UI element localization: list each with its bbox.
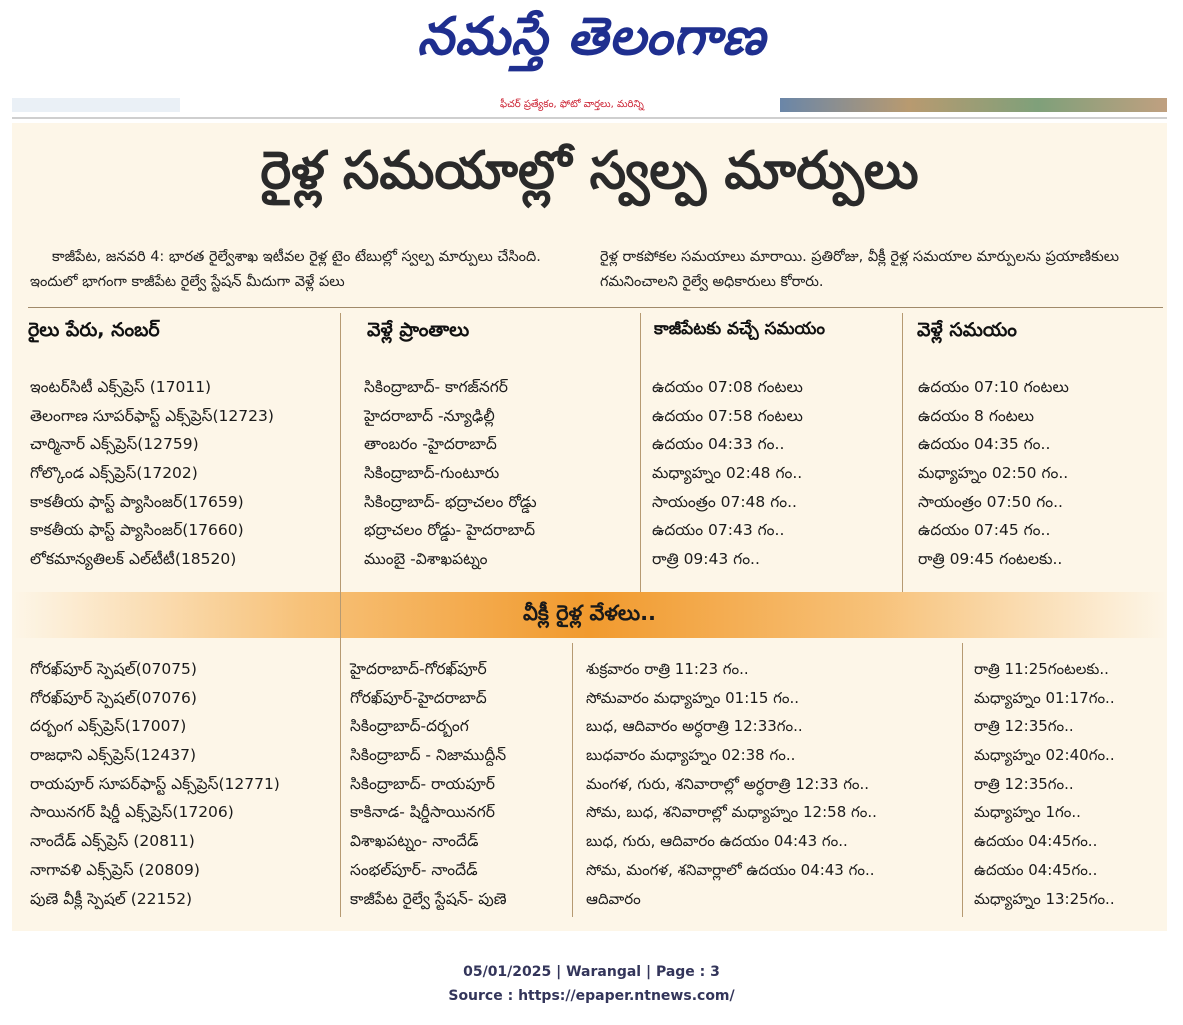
table-cell: భద్రాచలం రోడ్డు- హైదరాబాద్ — [364, 521, 536, 540]
table-cell: సోమవారం మధ్యాహ్నం 01:15 గం.. — [586, 688, 800, 707]
table-cell: ఉదయం 04:35 గం.. — [918, 435, 1051, 454]
table-cell: ఉదయం 04:33 గం.. — [652, 435, 785, 454]
weekly-section-band — [12, 592, 1167, 638]
table-cell: సికింద్రాబాద్ - నిజాముద్దీన్ — [350, 746, 507, 765]
footer-date-edition: 05/01/2025 | Warangal | Page : 3 — [463, 964, 720, 980]
table-cell: రాత్రి 12:35గం.. — [974, 717, 1074, 736]
table-cell: ఉదయం 07:08 గంటలు — [652, 378, 803, 396]
table-cell: శుక్రవారం రాత్రి 11:23 గం.. — [586, 660, 749, 678]
weekly-departures — [974, 655, 1115, 913]
table-cell: గోరఖ్‌పూర్-హైదరాబాద్ — [350, 688, 487, 707]
column-divider — [640, 313, 641, 593]
table-cell: రాత్రి 09:43 గం.. — [652, 550, 760, 569]
table-cell: కాకినాడ- షిర్డీసాయినగర్ — [350, 803, 495, 822]
table-cell: సికింద్రాబాద్- కాగజ్‌నగర్ — [364, 378, 508, 396]
table-cell: ఉదయం 8 గంటలు — [918, 406, 1035, 425]
table-cell: సికింద్రాబాద్-దర్బంగ — [350, 717, 469, 736]
article-headline: రైళ్ల సమయాల్లో స్వల్ప మార్పులు — [260, 141, 919, 201]
header-divider — [28, 307, 1163, 308]
table-cell: రాజధాని ఎక్స్‌ప్రెస్(12437) — [30, 746, 197, 765]
weekly-arrivals — [586, 655, 877, 913]
column-header-arrival: కాజీపేటకు వచ్చే సమయం — [654, 319, 825, 339]
table-cell: ఉదయం 07:10 గంటలు — [918, 378, 1069, 396]
table-cell: బుధవారం మధ్యాహ్నం 02:38 గం.. — [586, 746, 796, 765]
table-cell: మధ్యాహ్నం 13:25గం.. — [974, 889, 1115, 908]
table-cell: సికింద్రాబాద్-గుంటూరు — [364, 464, 500, 483]
table-cell: దర్బంగ ఎక్స్‌ప్రెస్(17007) — [30, 717, 187, 736]
table-cell: సికింద్రాబాద్- భద్రాచలం రోడ్డు — [364, 492, 537, 511]
table-cell: తెలంగాణ సూపర్‌ఫాస్ట్ ఎక్స్‌ప్రెస్(12723) — [30, 406, 274, 425]
table-cell: బుధ, గురు, ఆదివారం ఉదయం 04:43 గం.. — [586, 832, 848, 851]
table-cell: పుణె వీక్లీ స్పెషల్ (22152) — [30, 889, 193, 908]
table-cell: సికింద్రాబాద్- రాయపూర్ — [350, 774, 495, 793]
table-cell: ఉదయం 07:58 గంటలు — [652, 406, 803, 425]
article-card — [12, 123, 1167, 931]
intro-left-column: కాజీపేట, జనవరి 4: భారత రైల్వేశాఖ ఇటీవల రైళ్ల టైం టేబుల్లో స్వల్ప మార్పులు చేసింది. ఇందులో భాగంగా కాజీపేట రైల్వే స్టేషన్ మీదుగా వెళ్లే పలు — [30, 249, 541, 290]
daily-arrivals — [652, 373, 803, 574]
table-cell: ఉదయం 07:45 గం.. — [918, 521, 1051, 540]
column-header-departure: వెళ్లే సమయం — [917, 319, 1017, 341]
table-cell: హైదరాబాద్-గోరఖ్‌పూర్ — [350, 660, 487, 678]
masthead-title: నమస్తే తెలంగాణ — [417, 6, 766, 67]
table-cell: కాజీపేట రైల్వే స్టేషన్- పుణె — [350, 889, 507, 908]
column-header-route: వెళ్లే ప్రాంతాలు — [367, 319, 470, 341]
table-cell: మధ్యాహ్నం 01:17గం.. — [974, 688, 1115, 707]
table-cell: ముంబై -విశాఖపట్నం — [364, 550, 488, 569]
table-cell: ఇంటర్‌సిటీ ఎక్స్‌ప్రెస్ (17011) — [30, 378, 212, 396]
column-header-train: రైలు పేరు, నంబర్ — [28, 319, 160, 341]
table-cell: కాకతీయ ఫాస్ట్ ప్యాసింజర్(17660) — [30, 521, 244, 540]
table-cell: సోమ, బుధ, శనివారాల్లో మధ్యాహ్నం 12:58 గం.. — [586, 803, 877, 822]
column-divider — [340, 592, 341, 917]
table-cell: సాయంత్రం 07:50 గం.. — [918, 492, 1063, 511]
table-cell: మంగళ, గురు, శనివారాల్లో అర్ధరాత్రి 12:33 గం.. — [586, 774, 870, 793]
table-cell: సాయినగర్ షిర్డీ ఎక్స్‌ప్రెస్(17206) — [30, 803, 234, 822]
table-cell: రాత్రి 12:35గం.. — [974, 774, 1074, 793]
table-cell: రాత్రి 11:25గంటలకు.. — [974, 660, 1109, 678]
table-cell: మధ్యాహ్నం 02:50 గం.. — [918, 464, 1069, 483]
table-cell: మధ్యాహ్నం 02:40గం.. — [974, 746, 1115, 765]
column-divider — [962, 643, 963, 917]
footer-source-link[interactable]: Source : https://epaper.ntnews.com/ — [448, 988, 735, 1004]
table-cell: గోరఖ్‌పూర్ స్పెషల్(07076) — [30, 688, 197, 707]
table-cell: రాయపూర్ సూపర్‌ఫాస్ట్ ఎక్స్‌ప్రెస్(12771) — [30, 774, 280, 793]
table-cell: చార్మినార్ ఎక్స్‌ప్రెస్(12759) — [30, 435, 199, 454]
table-cell: ఉదయం 04:45గం.. — [974, 832, 1098, 851]
weekly-routes — [350, 655, 507, 913]
table-cell: విశాఖపట్నం- నాందేడ్ — [350, 832, 479, 851]
masthead-divider — [12, 117, 1167, 119]
table-cell: కాకతీయ ఫాస్ట్ ప్యాసింజర్(17659) — [30, 492, 244, 511]
daily-train-names — [30, 373, 274, 574]
table-cell: గోల్కొండ ఎక్స్‌ప్రెస్(17202) — [30, 464, 198, 483]
table-cell: రాత్రి 09:45 గంటలకు.. — [918, 550, 1063, 569]
table-cell: తాంబరం -హైదరాబాద్ — [364, 435, 497, 454]
column-divider — [572, 643, 573, 917]
table-cell: మధ్యాహ్నం 1గం.. — [974, 803, 1081, 822]
table-cell: నాందేడ్ ఎక్స్‌ప్రెస్ (20811) — [30, 832, 195, 851]
table-cell: నాగావళి ఎక్స్‌ప్రెస్ (20809) — [30, 860, 200, 879]
table-cell: ఉదయం 04:45గం.. — [974, 860, 1098, 879]
table-cell: సాయంత్రం 07:48 గం.. — [652, 492, 797, 511]
daily-routes — [364, 373, 537, 574]
table-cell: ఆదివారం — [586, 889, 641, 908]
table-cell: గోరఖ్‌పూర్ స్పెషల్(07075) — [30, 660, 197, 678]
newspaper-masthead — [0, 0, 1183, 80]
weekly-section-title: వీక్లీ రైళ్ల వేళలు.. — [522, 601, 657, 625]
top-strip-left — [12, 98, 180, 112]
table-cell: మధ్యాహ్నం 02:48 గం.. — [652, 464, 803, 483]
column-divider — [902, 313, 903, 593]
table-cell: సోమ, మంగళ, శనివార్లాలో ఉదయం 04:43 గం.. — [586, 860, 875, 879]
intro-right-column: రైళ్ల రాకపోకల సమయాలు మారాయి. ప్రతిరోజు, వీక్లీ రైళ్ల సమయాల మార్పులను ప్రయాణికులు గమనించాలని రైల్వే అధికారులు కోరారు. — [600, 249, 1120, 290]
daily-departures — [918, 373, 1069, 574]
weekly-train-names — [30, 655, 280, 913]
top-strip-text: ఫీచర్ ప్రత్యేకం, ఫోటో వార్తలు, మరిన్ని — [500, 99, 644, 110]
top-strip-photo — [780, 98, 1167, 112]
table-cell: బుధ, ఆదివారం అర్ధరాత్రి 12:33గం.. — [586, 717, 803, 736]
table-cell: హైదరాబాద్ -న్యూఢిల్లీ — [364, 406, 495, 425]
table-cell: సంభల్‌పూర్- నాందేడ్ — [350, 860, 478, 879]
table-cell: లోకమాన్యతిలక్ ఎల్‌టీటీ(18520) — [30, 550, 237, 569]
table-cell: ఉదయం 07:43 గం.. — [652, 521, 785, 540]
column-divider — [340, 313, 341, 593]
